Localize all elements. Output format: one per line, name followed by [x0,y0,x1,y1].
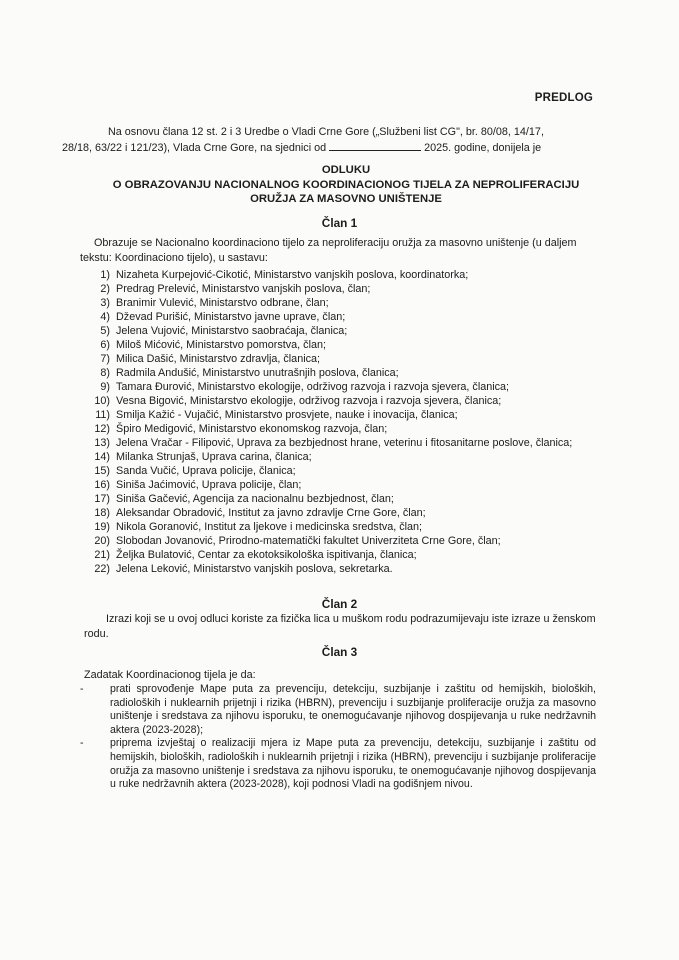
member-number: 21) [94,549,110,561]
legal-basis-paragraph [62,124,592,156]
member-number: 13) [94,437,110,449]
member-number: 12) [94,423,110,435]
decision-title-line-1: ODLUKU [321,164,371,176]
member-text: Siniša Jaćimović, Uprava policije, član; [116,479,302,491]
member-text: Nizaheta Kurpejović-Cikotić, Ministarstvo vanjskih poslova, koordinatorka; [116,269,469,281]
member-number: 6) [100,339,110,351]
member-item [78,492,618,506]
member-item [78,520,618,534]
member-item [78,268,618,282]
member-text: Jelena Vujović, Ministarstvo saobraćaja, članica; [116,325,348,337]
member-text: Slobodan Jovanović, Prirodno-matematički fakultet Univerziteta Crne Gore, član; [116,535,501,547]
member-number: 17) [94,493,110,505]
task-bullet: - [80,683,84,695]
task-bullet: - [80,737,84,750]
member-text: Jelena Leković, Ministarstvo vanjskih poslova, sekretarka. [116,563,393,575]
member-text: Radmila Andušić, Ministarstvo unutrašnjih poslova, članica; [116,367,399,379]
member-item [78,450,618,464]
member-number: 20) [94,535,110,547]
member-number: 7) [100,353,110,365]
tasks-list [80,683,596,792]
member-item [78,534,618,548]
article-1-text: Obrazuje se Nacionalno koordinaciono tijelo za neproliferaciju oružja za masovno uništenje (u daljem tekstu: Koordinaciono tijelo), u sastavu: [80,237,577,264]
legal-basis-line-1: Na osnovu člana 12 st. 2 i 3 Uredbe o Vladi Crne Gore („Službeni list CG", br. 80/08, 14/17, [108,126,544,138]
article-2-heading: Član 2 [321,597,358,611]
article-3-heading: Član 3 [321,645,358,659]
member-text: Jelena Vračar - Filipović, Uprava za bezbjednost hrane, veterinu i fitosanitarne poslove, članica; [116,437,573,449]
member-number: 19) [94,521,110,533]
article-3-intro: Zadatak Koordinacionog tijela je da: [84,669,256,681]
member-number: 18) [94,507,110,519]
date-blank-line [329,142,421,151]
member-number: 22) [94,563,110,575]
member-item [78,352,618,366]
member-text: Aleksandar Obradović, Institut za javno zdravlje Crne Gore, član; [116,507,426,519]
member-item [78,562,618,576]
member-item [78,324,618,338]
task-item [80,737,596,791]
legal-basis-line-2b: 2025. godine, donijela je [424,142,542,154]
task-item [80,683,596,737]
member-text: Branimir Vulević, Ministarstvo odbrane, član; [116,297,329,309]
member-item [78,338,618,352]
member-text: Vesna Bigović, Ministarstvo ekologije, održivog razvoja i razvoja sjevera, članica; [116,395,502,407]
member-text: Željka Bulatović, Centar za ekotoksikološka ispitivanja, članica; [116,549,417,561]
decision-title-line-2: O OBRAZOVANJU NACIONALNOG KOORDINACIONOG TIJELA ZA NEPROLIFERACIJU [112,178,580,191]
member-number: 9) [100,381,110,393]
member-number: 2) [100,283,110,295]
article-1-heading: Član 1 [321,216,358,230]
member-number: 10) [94,395,110,407]
member-text: Nikola Goranović, Institut za ljekove i medicinska sredstva, član; [116,521,423,533]
decision-title-line-3: ORUŽJA ZA MASOVNO UNIŠTENJE [250,193,442,205]
member-item [78,310,618,324]
member-text: Siniša Gačević, Agencija za nacionalnu bezbjednost, član; [116,493,394,505]
task-text: priprema izvještaj o realizaciji mjera iz Mape puta za prevenciju, detekciju, suzbijanje i zaštitu od hemijskih, bioloških, radioloških i nuklearnih prijetnji i rizika (HBRN), prevenciju i suzbijanje proliferacije oružja za masovno uništenje i sredstava za njihovu isporuku, te onemogućavanje njihovog dospijevanja u ruke nedržavnih aktera (2023-2028), koji podnosi Vladi na godišnjem nivou. [110,737,596,791]
document-status-label: PREDLOG [534,92,593,104]
member-text: Milanka Strunjaš, Uprava carina, članica; [116,451,312,463]
member-number: 3) [100,297,110,309]
member-item [78,506,618,520]
member-number: 14) [94,451,110,463]
member-item [78,282,618,296]
member-text: Sanda Vučić, Uprava policije, članica; [116,465,296,477]
member-number: 15) [94,465,110,477]
member-item [78,408,618,422]
member-item [78,436,618,450]
member-item [78,380,618,394]
article-2-text: Izrazi koji se u ovoj odluci koriste za fizička lica u muškom rodu podrazumijevaju iste izraze u ženskom rodu. [84,613,596,640]
member-text: Predrag Prelević, Ministarstvo vanjskih poslova, član; [116,283,371,295]
member-item [78,394,618,408]
member-text: Miloš Mićović, Ministarstvo pomorstva, član; [116,339,326,351]
member-number: 5) [100,325,110,337]
task-text: prati sprovođenje Mape puta za prevenciju, detekciju, suzbijanje i zaštitu od hemijskih, bioloških, radioloških i nuklearnih prijetnji i rizika (HBRN), prevenciju i suzbijanje proliferacije oružja za masovno uništenje i sredstava za njihovu isporuku, te onemogućavanje njihovog dospijevanja u ruke nedržavnih aktera (2023-2028); [110,683,596,736]
member-item [78,464,618,478]
member-text: Špiro Medigović, Ministarstvo ekonomskog razvoja, član; [116,423,388,435]
member-item [78,548,618,562]
member-item [78,478,618,492]
member-number: 1) [100,269,110,281]
decision-title [90,163,602,207]
member-text: Smilja Kažić - Vujačić, Ministarstvo prosvjete, nauke i inovacija, članica; [116,409,458,421]
member-item [78,296,618,310]
member-text: Dževad Purišić, Ministarstvo javne uprave, član; [116,311,346,323]
member-number: 16) [94,479,110,491]
member-number: 11) [95,409,110,421]
member-number: 4) [100,311,110,323]
member-item [78,422,618,436]
member-text: Tamara Đurović, Ministarstvo ekologije, održivog razvoja i razvoja sjevera, članica; [116,381,510,393]
legal-basis-line-2a: 28/18, 63/22 i 121/23), Vlada Crne Gore, na sjednici od [62,142,327,154]
member-text: Milica Dašić, Ministarstvo zdravlja, članica; [116,353,320,365]
member-item [78,366,618,380]
members-list [78,268,618,576]
member-number: 8) [100,367,110,379]
